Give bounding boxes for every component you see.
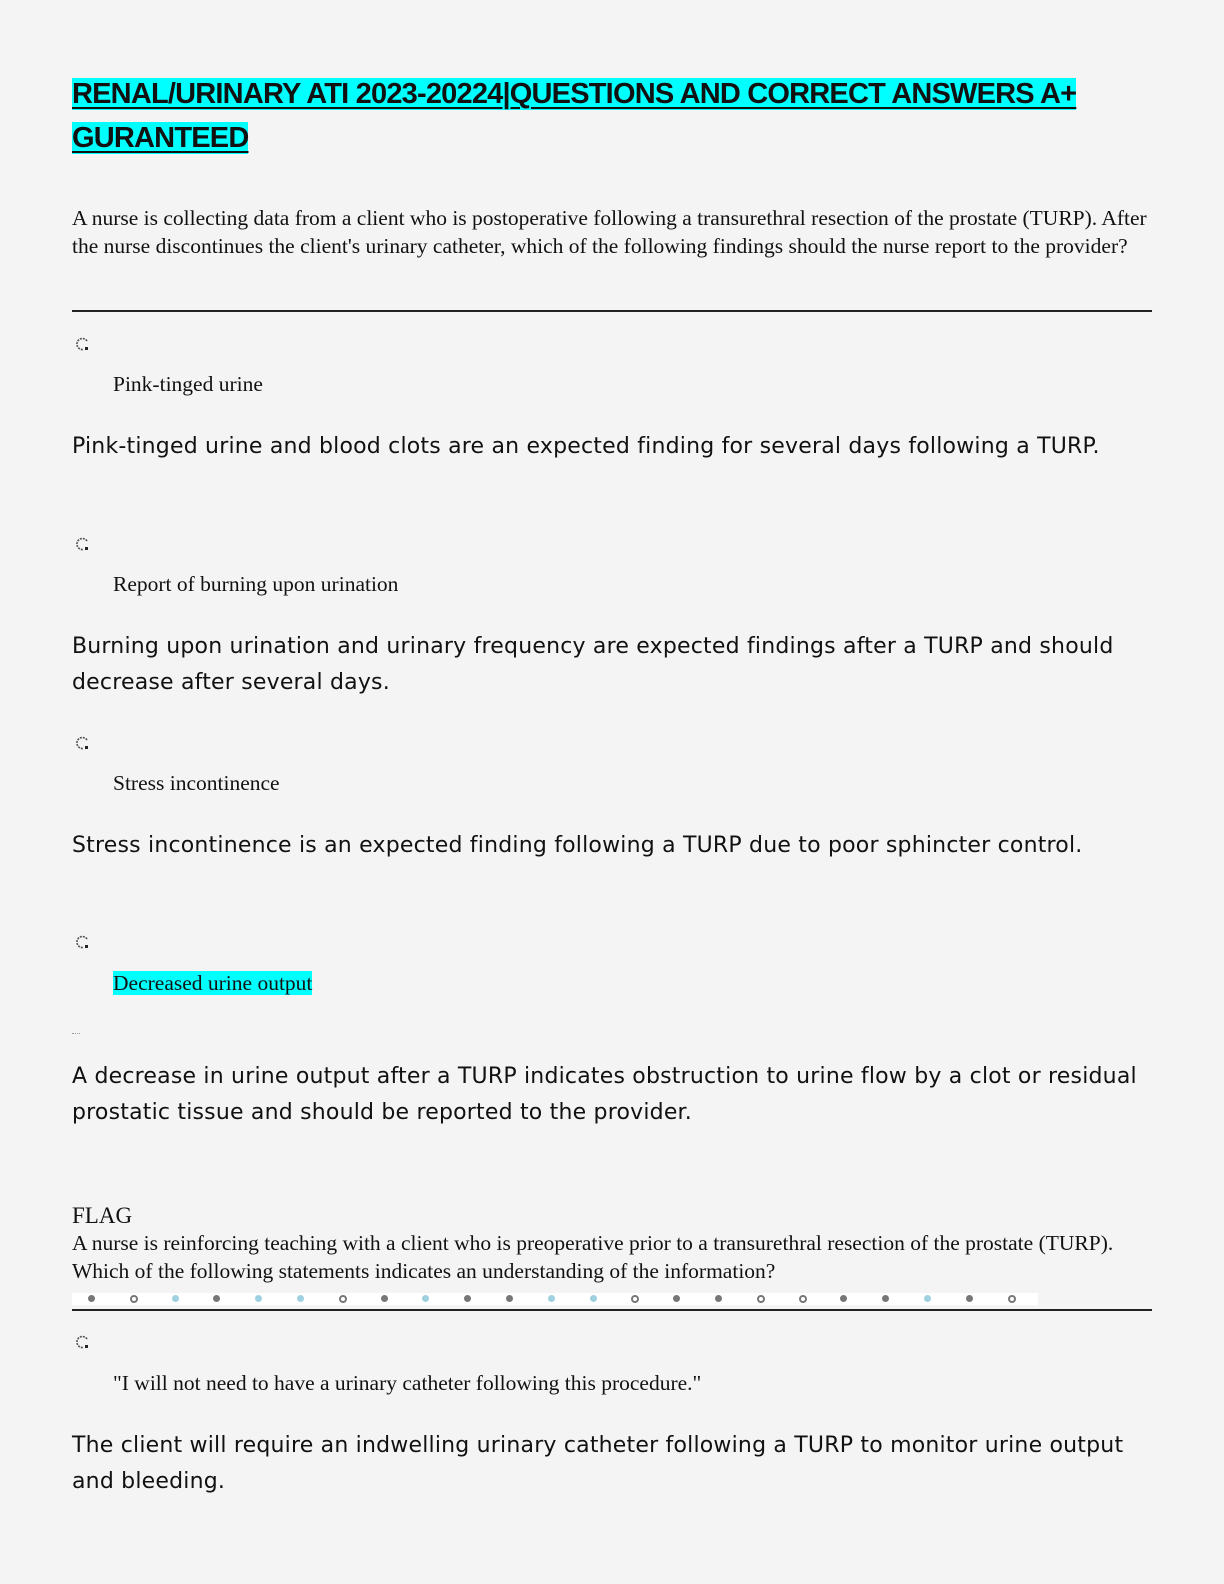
dot-mark: [631, 1295, 639, 1303]
dot-mark: [464, 1295, 471, 1302]
dot-mark: [757, 1295, 765, 1303]
page-title: RENAL/URINARY ATI 2023-20224|QUESTIONS AND CORRECT ANSWERS A+ GURANTEED: [72, 78, 1077, 154]
radio-button-icon[interactable]: [76, 337, 89, 351]
radio-button-icon[interactable]: [76, 935, 89, 949]
dot-mark: [924, 1295, 931, 1302]
dot-mark: [799, 1295, 807, 1303]
dot-mark: [422, 1295, 429, 1302]
option-rationale: Stress incontinence is an expected finding following a TURP due to poor sphincter control.: [72, 833, 1083, 858]
radio-button-icon[interactable]: [76, 537, 89, 551]
divider: [72, 310, 1152, 312]
option-rationale: Burning upon urination and urinary frequency are expected findings after a TURP and should decrease after several days.: [72, 634, 1114, 695]
option-rationale: The client will require an indwelling urinary catheter following a TURP to monitor urine output and bleeding.: [72, 1433, 1124, 1494]
dot-mark: [882, 1295, 889, 1302]
dot-mark: [88, 1295, 95, 1302]
small-mark: [72, 1033, 80, 1036]
correct-option-label: Decreased urine output: [113, 971, 313, 995]
dot-row: [72, 1293, 1038, 1305]
option-label: Pink-tinged urine: [113, 372, 263, 396]
option-label: "I will not need to have a urinary catheter following this procedure.": [113, 1371, 702, 1395]
dot-mark: [673, 1295, 680, 1302]
dot-mark: [840, 1295, 847, 1302]
option-label: Report of burning upon urination: [113, 572, 399, 596]
radio-button-icon[interactable]: [76, 1335, 89, 1349]
question-2-text: A nurse is reinforcing teaching with a client who is preoperative prior to a transurethral resection of the prostate (TURP). Which of the following statements indicates an understanding of the information?: [72, 1231, 1114, 1283]
radio-button-icon[interactable]: [76, 736, 89, 750]
dot-mark: [1008, 1295, 1016, 1303]
option-rationale: Pink-tinged urine and blood clots are an expected finding for several days following a TURP.: [72, 434, 1100, 459]
dot-mark: [255, 1295, 262, 1302]
question-1-text: A nurse is collecting data from a client who is postoperative following a transurethral resection of the prostate (TURP). After the nurse discontinues the client's urinary catheter, which of the following findings should the nurse report to the provider?: [72, 206, 1147, 258]
dot-mark: [172, 1295, 179, 1302]
divider: [72, 1309, 1152, 1311]
option-label: Stress incontinence: [113, 771, 280, 795]
dot-mark: [548, 1295, 555, 1302]
dot-mark: [506, 1295, 513, 1302]
dot-mark: [213, 1295, 220, 1302]
option-rationale: A decrease in urine output after a TURP indicates obstruction to urine flow by a clot or residual prostatic tissue and should be reported to the provider.: [72, 1064, 1137, 1125]
dot-mark: [297, 1295, 304, 1302]
dot-mark: [381, 1295, 388, 1302]
flag-label[interactable]: FLAG: [72, 1203, 133, 1228]
dot-mark: [715, 1295, 722, 1302]
dot-mark: [966, 1295, 973, 1302]
dot-mark: [339, 1295, 347, 1303]
dot-mark: [130, 1295, 138, 1303]
dot-mark: [590, 1295, 597, 1302]
